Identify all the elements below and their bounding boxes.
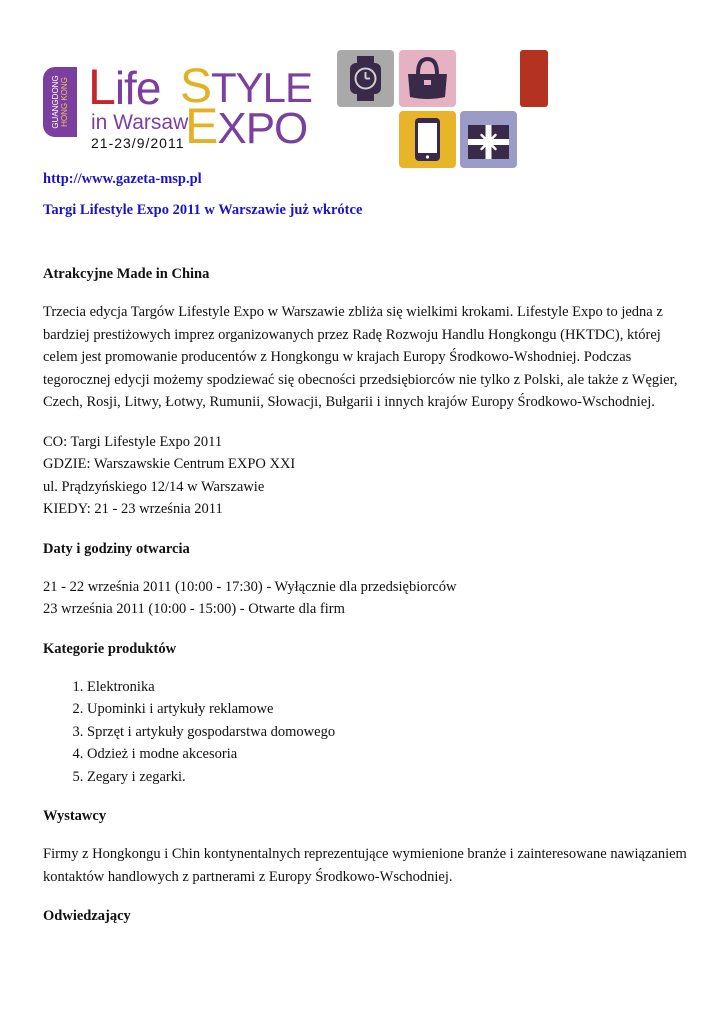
info-when: KIEDY: 21 - 23 września 2011 (43, 501, 223, 517)
logo-style-initial: S (180, 60, 212, 113)
watch-tile (337, 50, 394, 107)
logo-dates: 21-23/9/2011 (91, 135, 185, 151)
guangdong-hongkong-tag (43, 67, 77, 137)
logo-life-rest: ife (114, 62, 161, 114)
gift-icon (460, 111, 517, 168)
article-subtitle: Targi Lifestyle Expo 2011 w Warszawie już wkrótce (43, 202, 363, 218)
heading-visitors: Odwiedzający (43, 908, 131, 924)
logo-in-warsaw: in Warsaw (91, 111, 189, 134)
heading-opening-hours: Daty i godziny otwarcia (43, 540, 190, 557)
list-item: 5. Zegary i zegarki. (87, 766, 693, 789)
source-link[interactable]: http://www.gazeta-msp.pl (43, 171, 202, 187)
info-address: ul. Prądzyńskiego 12/14 w Warszawie (43, 478, 265, 495)
logo-expo-rest: XPO (217, 104, 308, 153)
exhibitors-paragraph: Firmy z Hongkongu i Chin kontynentalnych reprezentujące wymienione branże i zainteresowane nawiązaniem kontaktów handlowych z partnerami z Europy Środkowo-Wschodniej. (43, 846, 687, 885)
logo-life-initial: L (88, 59, 115, 115)
list-item: 4. Odzież i modne akcesoria (87, 743, 693, 766)
heading-exhibitors: Wystawcy (43, 808, 107, 824)
event-info (43, 431, 693, 521)
watch-icon (337, 50, 394, 107)
opening-hours (43, 576, 693, 621)
lifestyle-expo-logo (43, 59, 333, 158)
logo-expo-initial: E (185, 98, 218, 154)
logo-style-rest: TYLE (211, 64, 313, 111)
list-item: 2. Upominki i artykuły reklamowe (87, 698, 693, 721)
list-item: 3. Sprzęt i artykuły gospodarstwa domowego (87, 721, 693, 744)
handbag-tile (399, 50, 456, 107)
heading-made-in-china: Atrakcyjne Made in China (43, 266, 210, 282)
logo-expo-word (185, 98, 308, 154)
logo-life-word (88, 59, 161, 115)
phone-icon (399, 111, 456, 168)
logo-tag-line1: GUANGDONG (51, 75, 60, 129)
hours-line: 23 września 2011 (10:00 - 15:00) - Otwarte dla firm (43, 601, 345, 617)
hours-line: 21 - 22 września 2011 (10:00 - 17:30) - Wyłącznie dla przedsiębiorców (43, 578, 457, 595)
handbag-icon (399, 50, 456, 107)
categories-list (43, 676, 693, 789)
article-body (43, 263, 693, 943)
red-tile (520, 50, 548, 107)
info-what: CO: Targi Lifestyle Expo 2011 (43, 433, 223, 450)
gift-tile (460, 111, 517, 168)
intro-paragraph: Trzecia edycja Targów Lifestyle Expo w Warszawie zbliża się wielkimi krokami. Lifestyle Expo to jedna z bardziej prestiżowych imprez organizowanych przez Radę Rozwoju Handlu Hongkongu (HKTDC), której celem jest promowanie producentów z Hongkongu w krajach Europy Środkowo-Wshodniej. Podczas tegorocznej edycji możemy spodziewać się obecności przedsiębiorców nie tylko z Polski, ale także z Węgier, Czech, Rosji, Litwy, Łotwy, Rumunii, Słowacji, Bułgarii i innych krajów Europy Środkowo-Wschodniej. (43, 304, 678, 410)
logo-tag-line2: HONG KONG (60, 77, 69, 127)
list-item: 1. Elektronika (87, 676, 693, 699)
phone-tile (399, 111, 456, 168)
info-where: GDZIE: Warszawskie Centrum EXPO XXI (43, 456, 296, 472)
heading-categories: Kategorie produktów (43, 640, 177, 657)
